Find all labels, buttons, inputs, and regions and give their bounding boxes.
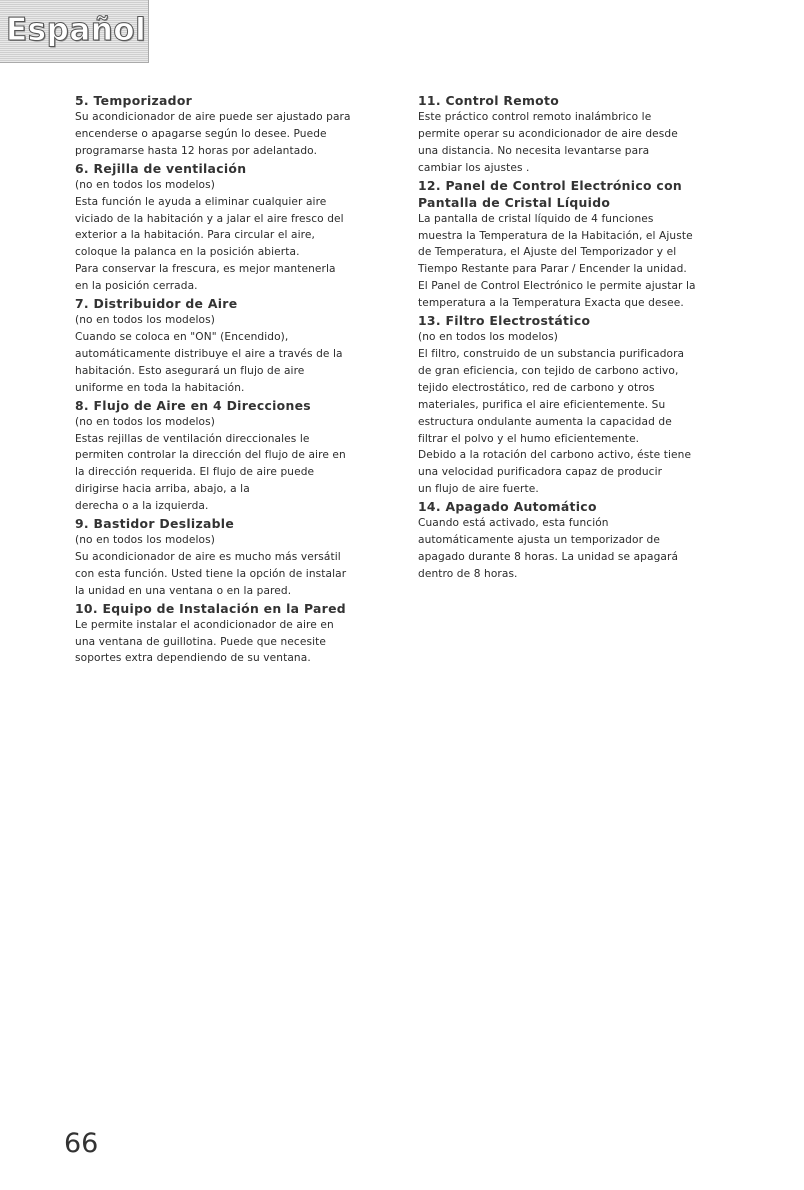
section-text-line: Debido a la rotación del carbono activo, éste tiene (418, 449, 692, 462)
section-text-line: La pantalla de cristal líquido de 4 funciones (418, 212, 654, 225)
section-text-line: un flujo de aire fuerte. (418, 483, 539, 496)
section-text-line: la dirección requerida. El flujo de aire puede (75, 466, 315, 479)
section-title: 7. Distribuidor de Aire (75, 296, 238, 312)
section-text-line: permiten controlar la dirección del flujo de aire en (75, 449, 346, 462)
feature-section (75, 397, 411, 515)
section-text-line: El filtro, construido de un substancia purificadora (418, 347, 685, 360)
section-title: 8. Flujo de Aire en 4 Direcciones (75, 397, 311, 413)
feature-section (75, 295, 411, 397)
section-title: 11. Control Remoto (418, 93, 560, 108)
right-column (418, 92, 758, 583)
section-title: 6. Rejilla de ventilación (75, 160, 247, 176)
section-text-line: habitación. Esto asegurará un flujo de aire (75, 364, 305, 377)
section-text-line: Tiempo Restante para Parar / Encender la unidad. (418, 263, 687, 276)
section-text-line: soportes extra dependiendo de su ventana. (75, 652, 311, 665)
section-text-line: encenderse o apagarse según lo desee. Puede (75, 127, 327, 140)
feature-section (418, 498, 758, 583)
section-text-line: (no en todos los modelos) (75, 534, 215, 547)
section-text-line: automáticamente distribuye el aire a través de la (75, 347, 343, 360)
section-title: 9. Bastidor Deslizable (75, 516, 235, 532)
section-text-line: derecha o a la izquierda. (75, 500, 209, 513)
section-text-line: Su acondicionador de aire es mucho más versátil (75, 550, 341, 563)
feature-section (75, 515, 411, 600)
section-text-line: exterior a la habitación. Para circular el aire, (75, 229, 315, 242)
section-text-line: (no en todos los modelos) (75, 314, 215, 327)
section-text-line: coloque la palanca en la posición abierta. (75, 246, 300, 259)
section-text-line: (no en todos los modelos) (418, 331, 558, 344)
section-text-line: Esta función le ayuda a eliminar cualquier aire (75, 195, 327, 208)
section-text-line: de Temperatura, el Ajuste del Temporizador y el (418, 246, 677, 259)
section-title: 13. Filtro Electrostático (418, 313, 591, 329)
section-text-line: Cuando se coloca en "ON" (Encendido), (75, 330, 289, 343)
section-text-line: tejido electrostático, red de carbono y otros (418, 381, 655, 394)
section-text-line: Su acondicionador de aire puede ser ajustado para (75, 111, 351, 123)
section-text-line: Para conservar la frescura, es mejor mantenerla (75, 263, 336, 276)
section-text-line: dentro de 8 horas. (418, 567, 518, 580)
section-text-line: una ventana de guillotina. Puede que necesite (75, 635, 326, 648)
section-text-line: de gran eficiencia, con tejido de carbono activo, (418, 364, 679, 377)
section-text-line: una distancia. No necesita levantarse para (418, 144, 650, 157)
section-text-line: El Panel de Control Electrónico le permite ajustar la (418, 280, 696, 293)
section-title: 5. Temporizador (75, 93, 193, 108)
section-text-line: con esta función. Usted tiene la opción de instalar (75, 567, 347, 580)
section-text-line: la unidad en una ventana o en la pared. (75, 584, 292, 597)
section-text-line: Estas rejillas de ventilación direccionales le (75, 432, 310, 445)
section-title: 12. Panel de Control Electrónico con (418, 177, 683, 193)
section-text-line: materiales, purifica el aire eficientemente. Su (418, 398, 666, 411)
section-text-line: uniforme en toda la habitación. (75, 381, 245, 394)
section-title: 10. Equipo de Instalación en la Pared (75, 600, 346, 616)
section-text-line: programarse hasta 12 horas por adelantado. (75, 144, 318, 157)
section-title: Pantalla de Cristal Líquido (418, 194, 611, 210)
section-text-line: viciado de la habitación y a jalar el aire fresco del (75, 212, 344, 225)
section-text-line: apagado durante 8 horas. La unidad se apagará (418, 550, 679, 563)
section-text-line: cambiar los ajustes . (418, 161, 530, 174)
section-text-line: automáticamente ajusta un temporizador de (418, 534, 660, 547)
section-text-line: Le permite instalar el acondicionador de aire en (75, 618, 334, 631)
feature-section (75, 600, 411, 668)
section-title: 14. Apagado Automático (418, 499, 597, 515)
section-text-line: en la posición cerrada. (75, 280, 198, 293)
section-text-line: muestra la Temperatura de la Habitación, el Ajuste (418, 229, 693, 242)
left-column (75, 92, 411, 667)
section-text-line: una velocidad purificadora capaz de producir (418, 466, 663, 479)
section-text-line: filtrar el polvo y el humo eficientemente. (418, 432, 640, 445)
section-text-line: permite operar su acondicionador de aire desde (418, 127, 678, 140)
language-tab-label: Español (6, 12, 147, 48)
page-number: 66 (64, 1128, 99, 1159)
feature-section (418, 312, 758, 498)
section-text-line: estructura ondulante aumenta la capacidad de (418, 415, 672, 428)
feature-section (418, 92, 758, 177)
section-text-line: Este práctico control remoto inalámbrico le (418, 111, 652, 123)
section-text-line: dirigirse hacia arriba, abajo, a la (75, 483, 250, 496)
feature-section (418, 177, 758, 194)
section-text-line: (no en todos los modelos) (75, 178, 215, 191)
feature-section (75, 160, 411, 295)
feature-section (418, 194, 758, 312)
section-text-line: Cuando está activado, esta función (418, 517, 609, 530)
feature-section (75, 92, 411, 160)
section-text-line: (no en todos los modelos) (75, 415, 215, 428)
section-text-line: temperatura a la Temperatura Exacta que desee. (418, 297, 684, 310)
language-tab (0, 0, 149, 63)
